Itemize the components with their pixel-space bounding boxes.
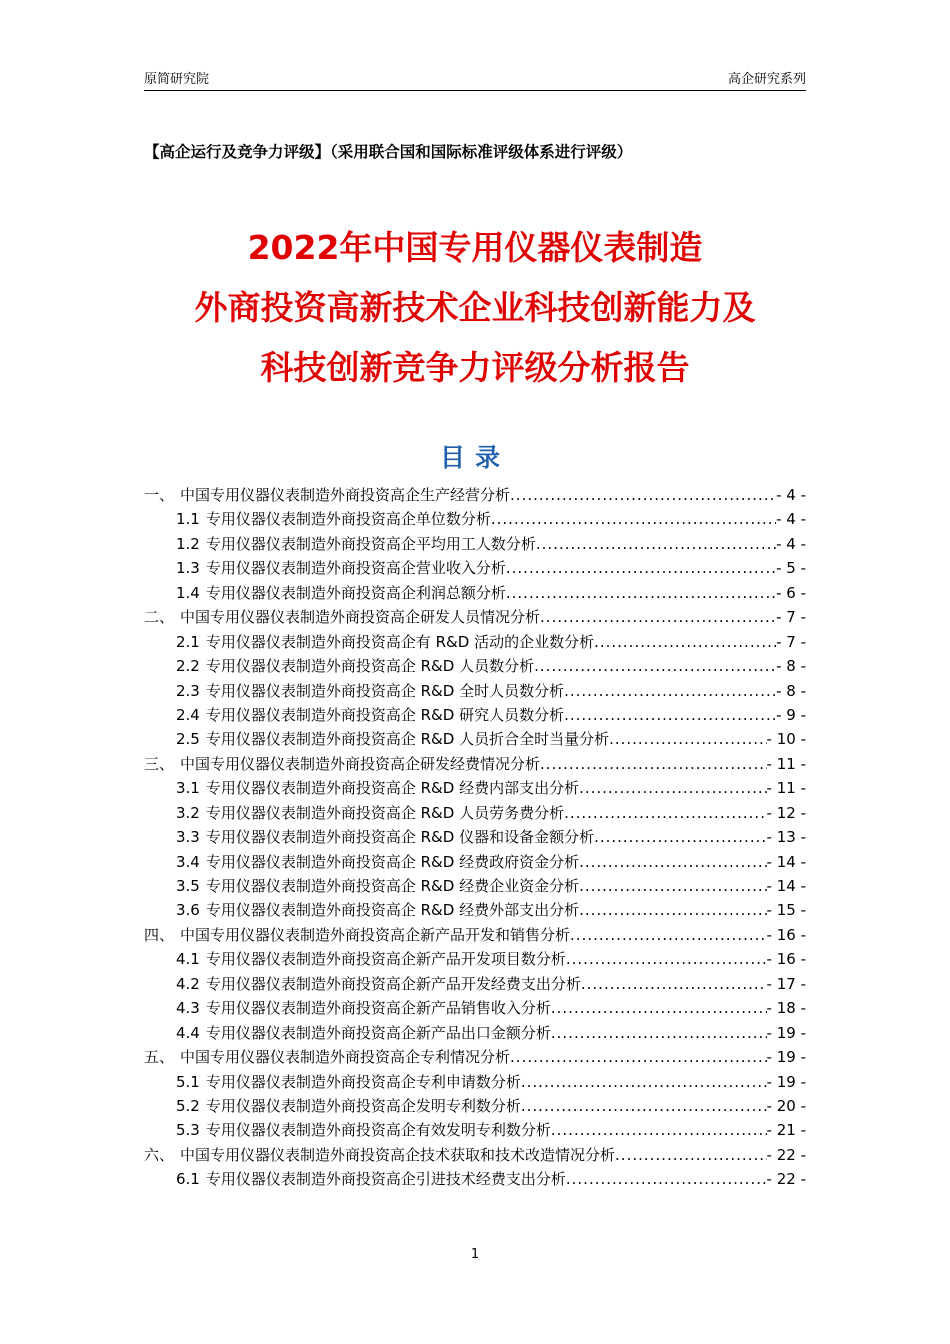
toc-leader-dots [506, 581, 776, 605]
toc-leader-dots [579, 874, 766, 898]
toc-entry[interactable] [144, 679, 806, 703]
toc-leader-dots [564, 703, 776, 727]
toc-entry[interactable] [144, 947, 806, 971]
toc-entry-number: 2.1 [176, 632, 200, 651]
toc-entry-page: - 20 - [766, 1096, 806, 1115]
page-header [144, 66, 806, 91]
toc-entry-page: - 12 - [766, 803, 806, 822]
toc-entry-number: 三、 [144, 754, 175, 773]
report-subtitle: 【高企运行及竞争力评级】（采用联合国和国际标准评级体系进行评级） [144, 143, 633, 161]
toc-entry[interactable] [144, 1118, 806, 1142]
toc-entry-number: 2.5 [176, 730, 200, 749]
toc-entry-page: - 4 - [776, 510, 806, 529]
toc-leader-dots [510, 483, 776, 507]
toc-entry-text: 专用仪器仪表制造外商投资高企新产品开发经费支出分析 [205, 974, 581, 993]
toc-entry-page: - 6 - [776, 583, 806, 602]
toc-entry-number: 1.1 [176, 510, 200, 529]
toc-leader-dots [521, 1070, 767, 1094]
toc-entry-page: - 13 - [766, 828, 806, 847]
toc-entry-page: - 21 - [766, 1121, 806, 1140]
toc-entry-number: 四、 [144, 925, 175, 944]
toc-entry[interactable] [144, 996, 806, 1020]
toc-entry-text: 专用仪器仪表制造外商投资高企 R&D 经费政府资金分析 [205, 852, 580, 871]
toc-leader-dots [540, 605, 776, 629]
toc-entry-number: 3.2 [176, 803, 200, 822]
toc-entry-number: 1.3 [176, 559, 200, 578]
toc-entry[interactable] [144, 630, 806, 654]
toc-entry[interactable] [144, 727, 806, 751]
toc-entry-number: 3.3 [176, 828, 200, 847]
toc-entry-number: 一、 [144, 486, 175, 504]
toc-entry[interactable] [144, 605, 806, 629]
toc-entry-page: - 8 - [776, 681, 806, 700]
toc-entry-text: 专用仪器仪表制造外商投资高企 R&D 人员折合全时当量分析 [205, 730, 610, 749]
toc-entry[interactable] [144, 1167, 806, 1191]
toc-entry[interactable] [144, 752, 806, 776]
title-line: 2022年中国专用仪器仪表制造 [247, 228, 703, 267]
toc-entry[interactable] [144, 654, 806, 678]
toc-entry-page: - 7 - [776, 632, 806, 651]
toc-entry-text: 专用仪器仪表制造外商投资高企 R&D 经费企业资金分析 [205, 877, 580, 895]
toc-entry-text: 专用仪器仪表制造外商投资高企营业收入分析 [205, 559, 506, 578]
toc-entry-number: 4.2 [176, 974, 200, 993]
toc-entry[interactable] [144, 972, 806, 996]
toc-entry-page: - 10 - [766, 730, 806, 749]
toc-entry-page: - 4 - [776, 534, 806, 553]
toc-entry-text: 专用仪器仪表制造外商投资高企 R&D 研究人员数分析 [205, 705, 565, 724]
toc-entry-text: 中国专用仪器仪表制造外商投资高企专利情况分析 [180, 1048, 511, 1067]
toc-entry-page: - 22 - [766, 1145, 806, 1164]
toc-entry[interactable] [144, 1094, 806, 1118]
toc-leader-dots [615, 1143, 767, 1167]
toc-entry-number: 五、 [144, 1048, 175, 1067]
toc-entry[interactable] [144, 923, 806, 947]
toc-entry[interactable] [144, 1143, 806, 1167]
toc-entry-text: 专用仪器仪表制造外商投资高企引进技术经费支出分析 [205, 1170, 566, 1189]
toc-entry-page: - 15 - [766, 901, 806, 920]
toc-entry-text: 专用仪器仪表制造外商投资高企有 R&D 活动的企业数分析 [205, 632, 595, 651]
toc-leader-dots [491, 507, 776, 531]
toc-entry-page: - 19 - [766, 1072, 806, 1091]
toc-entry-page: - 11 - [766, 779, 806, 798]
title-line: 科技创新竞争力评级分析报告 [260, 348, 690, 387]
toc-entry-text: 专用仪器仪表制造外商投资高企新产品开发项目数分析 [205, 950, 566, 969]
toc-entry[interactable] [144, 850, 806, 874]
toc-leader-dots [534, 654, 776, 678]
toc-entry-text: 专用仪器仪表制造外商投资高企 R&D 全时人员数分析 [205, 681, 565, 700]
toc-leader-dots [594, 630, 776, 654]
toc-leader-dots [566, 1167, 767, 1191]
toc-entry-text: 专用仪器仪表制造外商投资高企 R&D 人员劳务费分析 [205, 803, 565, 822]
title-line: 外商投资高新技术企业科技创新能力及 [194, 288, 756, 327]
toc-leader-dots [521, 1094, 767, 1118]
toc-leader-dots [551, 1021, 767, 1045]
toc-leader-dots [566, 947, 767, 971]
report-title [0, 218, 950, 398]
toc-leader-dots [579, 850, 766, 874]
toc-leader-dots [540, 752, 767, 776]
toc-entry-text: 专用仪器仪表制造外商投资高企 R&D 人员数分析 [205, 657, 535, 676]
toc-leader-dots [551, 1118, 767, 1142]
toc-entry-page: - 16 - [766, 925, 806, 944]
toc-entry-number: 3.6 [176, 901, 200, 920]
toc-entry-text: 中国专用仪器仪表制造外商投资高企新产品开发和销售分析 [180, 925, 571, 944]
toc-entry-number: 5.3 [176, 1121, 200, 1140]
toc-entry-page: - 14 - [766, 877, 806, 895]
toc-entry-number: 5.2 [176, 1096, 200, 1115]
toc-leader-dots [536, 532, 776, 556]
toc-leader-dots [506, 556, 776, 580]
toc-entry-page: - 4 - [776, 486, 806, 504]
toc-leader-dots [510, 1045, 767, 1069]
toc-entry[interactable] [144, 483, 806, 507]
toc-entry-page: - 19 - [766, 1023, 806, 1042]
toc-entry-text: 专用仪器仪表制造外商投资高企 R&D 仪器和设备金额分析 [205, 828, 595, 847]
toc-entry-number: 2.2 [176, 657, 200, 676]
toc-entry[interactable] [144, 1045, 806, 1069]
toc-entry-text: 专用仪器仪表制造外商投资高企利润总额分析 [205, 583, 506, 602]
toc-entry[interactable] [144, 556, 806, 580]
toc-entry-page: - 19 - [766, 1048, 806, 1067]
toc-entry-number: 3.5 [176, 877, 200, 895]
toc-leader-dots [579, 776, 766, 800]
toc-entry[interactable] [144, 874, 806, 898]
toc-leader-dots [594, 825, 766, 849]
toc-entry-page: - 5 - [776, 559, 806, 578]
toc-entry-page: - 22 - [766, 1170, 806, 1189]
toc-entry-number: 4.3 [176, 999, 200, 1018]
toc-entry-text: 专用仪器仪表制造外商投资高企平均用工人数分析 [205, 534, 536, 553]
toc-entry-number: 2.3 [176, 681, 200, 700]
toc-entry[interactable] [144, 1021, 806, 1045]
toc-entry-text: 专用仪器仪表制造外商投资高企新产品销售收入分析 [205, 999, 551, 1018]
toc-entry-number: 1.4 [176, 583, 200, 602]
header-org: 原简研究院 [144, 72, 210, 87]
toc-entry-number: 1.2 [176, 534, 200, 553]
toc-leader-dots [564, 679, 776, 703]
toc-heading: 目录 [439, 443, 510, 472]
toc-entry-number: 六、 [144, 1145, 175, 1164]
toc-entry-number: 5.1 [176, 1072, 200, 1091]
toc-entry-number: 3.1 [176, 779, 200, 798]
toc-entry[interactable] [144, 532, 806, 556]
toc-entry-text: 专用仪器仪表制造外商投资高企单位数分析 [205, 510, 491, 529]
table-of-contents [144, 483, 806, 1192]
toc-entry-text: 专用仪器仪表制造外商投资高企 R&D 经费外部支出分析 [205, 901, 580, 920]
toc-leader-dots [564, 801, 766, 825]
toc-entry-text: 中国专用仪器仪表制造外商投资高企生产经营分析 [180, 486, 511, 504]
toc-entry-number: 4.4 [176, 1023, 200, 1042]
toc-leader-dots [570, 923, 767, 947]
page-number: 1 [470, 1247, 480, 1262]
toc-entry-page: - 16 - [766, 950, 806, 969]
toc-entry-page: - 7 - [776, 608, 806, 627]
toc-entry-page: - 8 - [776, 657, 806, 676]
toc-entry[interactable] [144, 507, 806, 531]
toc-entry[interactable] [144, 703, 806, 727]
toc-entry[interactable] [144, 801, 806, 825]
toc-leader-dots [551, 996, 767, 1020]
toc-entry-text: 专用仪器仪表制造外商投资高企 R&D 经费内部支出分析 [205, 779, 580, 798]
toc-entry-number: 4.1 [176, 950, 200, 969]
toc-entry-number: 二、 [144, 608, 175, 627]
toc-leader-dots [609, 727, 766, 751]
toc-entry-text: 专用仪器仪表制造外商投资高企新产品出口金额分析 [205, 1023, 551, 1042]
toc-entry-page: - 11 - [766, 754, 806, 773]
toc-entry-text: 中国专用仪器仪表制造外商投资高企研发人员情况分析 [180, 608, 541, 627]
toc-entry-text: 专用仪器仪表制造外商投资高企有效发明专利数分析 [205, 1121, 551, 1140]
toc-entry-number: 6.1 [176, 1170, 200, 1189]
toc-entry-text: 中国专用仪器仪表制造外商投资高企研发经费情况分析 [180, 754, 541, 773]
toc-entry-page: - 18 - [766, 999, 806, 1018]
toc-entry-number: 2.4 [176, 705, 200, 724]
toc-entry[interactable] [144, 581, 806, 605]
toc-leader-dots [579, 898, 766, 922]
toc-entry-number: 3.4 [176, 852, 200, 871]
toc-entry[interactable] [144, 825, 806, 849]
toc-entry[interactable] [144, 898, 806, 922]
toc-entry-text: 专用仪器仪表制造外商投资高企专利申请数分析 [205, 1072, 521, 1091]
toc-entry-text: 中国专用仪器仪表制造外商投资高企技术获取和技术改造情况分析 [180, 1145, 616, 1164]
toc-leader-dots [581, 972, 767, 996]
header-series: 高企研究系列 [727, 72, 806, 87]
toc-entry-page: - 17 - [766, 974, 806, 993]
toc-entry[interactable] [144, 776, 806, 800]
toc-entry[interactable] [144, 1070, 806, 1094]
toc-entry-page: - 14 - [766, 852, 806, 871]
toc-entry-page: - 9 - [776, 705, 806, 724]
toc-entry-text: 专用仪器仪表制造外商投资高企发明专利数分析 [205, 1096, 521, 1115]
